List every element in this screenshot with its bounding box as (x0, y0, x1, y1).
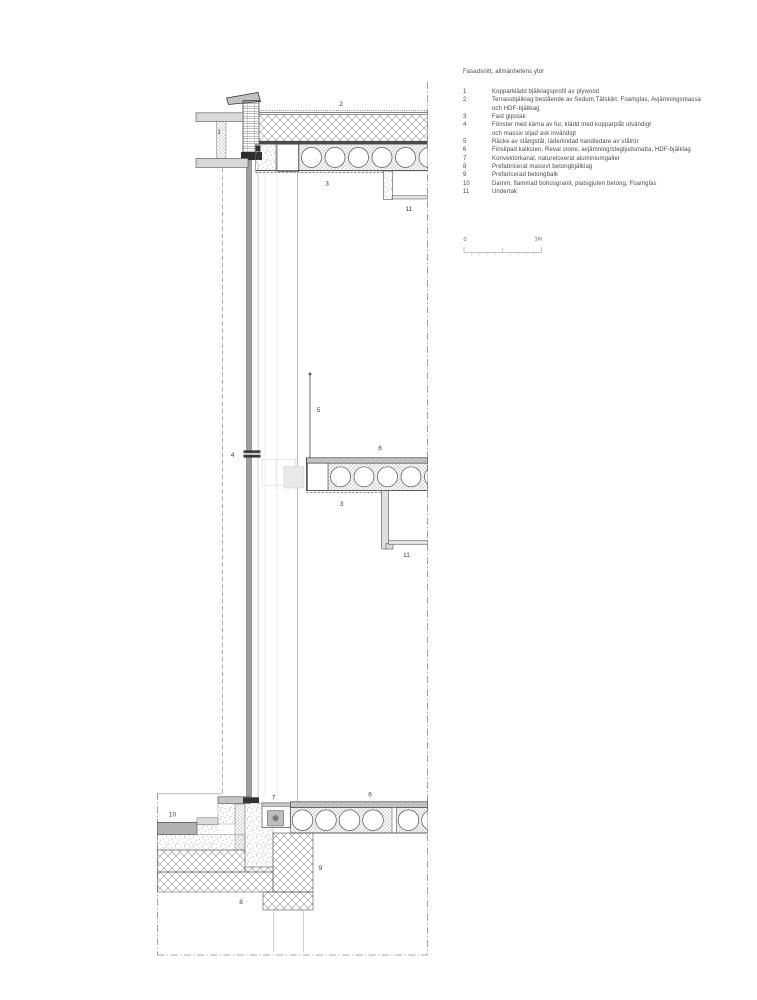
legend-item-number: 3 (463, 114, 467, 121)
legend-item-text: Fönster med kärna av fur, klädd med kopparplåt utvändigt (492, 122, 652, 129)
roof-terrace-assembly (256, 111, 440, 200)
legend-item-text: Prefaricerad betongbalk (492, 172, 559, 179)
callout-label: 6 (378, 445, 382, 452)
legend-item-number: 10 (463, 180, 470, 187)
callout-label: 6 (368, 791, 372, 799)
legend-item-text: Undertak (492, 189, 518, 196)
legend-item (463, 146, 755, 154)
legend-item-number: 8 (463, 164, 467, 171)
legend-item (463, 88, 755, 96)
legend-item-number: 2 (463, 97, 467, 104)
legend-title: Fasadsnitt, allmänhetens ytor (463, 69, 545, 75)
railing-post (309, 373, 312, 458)
legend-item-number: 4 (463, 122, 467, 129)
legend-item-number: 6 (463, 147, 467, 154)
legend-item (463, 171, 755, 179)
legend-item-number (463, 130, 492, 138)
legend-item-number: 5 (463, 139, 467, 146)
legend-item (463, 130, 755, 138)
legend-item-number: 11 (463, 189, 470, 196)
callout-label: 8 (239, 899, 243, 906)
parapet-assembly (196, 93, 262, 168)
legend-item (463, 163, 755, 171)
legend-item (463, 121, 755, 129)
callout-label: 3 (325, 180, 329, 188)
legend-item (463, 138, 755, 146)
callout-label: 7 (271, 794, 276, 802)
legend-item-text: och HDF-bjälklag (492, 105, 540, 112)
callout-label: 10 (168, 811, 177, 819)
legend-item (463, 105, 755, 113)
legend-item-text: Prefabricerat massivt betongbjälklag (492, 164, 593, 171)
callout-label: 9 (318, 865, 323, 872)
scale-bar (464, 237, 543, 256)
convector-unit (262, 803, 291, 828)
legend-item (463, 180, 755, 188)
legend-item (463, 96, 755, 104)
legend-item-number: 1 (463, 89, 467, 95)
scale-zero-label: 0 (463, 237, 467, 243)
legend-item-text: Räcke av stångstål, läderlindad handledare av stålrör (492, 139, 639, 146)
legend-item-text: Kopparklädd bjälklagsprofil av plywood (492, 89, 600, 95)
legend-item-text: Terrassbjälklag bestående av Sedum,Tätskikt, Foamglas, Avjämningsmassa (492, 97, 701, 104)
callout-label: 4 (230, 452, 235, 459)
legend (463, 69, 755, 196)
callout-label: 2 (339, 101, 343, 108)
legend-item-text: och massiv oljad ask invändigt (492, 130, 577, 137)
window-sill (243, 797, 259, 803)
callout-label: 11 (405, 206, 413, 213)
callout-label: 11 (403, 552, 410, 559)
scale-one-meter-label: 1m (534, 236, 543, 243)
legend-item-number (463, 105, 492, 113)
legend-item (463, 188, 755, 196)
callout-label: 1 (217, 129, 221, 136)
middle-floor-assembly (262, 373, 445, 549)
callout-label: 5 (316, 407, 321, 414)
legend-rows (463, 88, 755, 196)
legend-item-number: 9 (463, 172, 467, 179)
legend-item-text: Fast gipstak (492, 114, 526, 121)
legend-item-text: Konvektorkanal, natureloxerat aluminiumgaller (492, 155, 620, 162)
legend-item (463, 113, 755, 121)
mullion-coupler (244, 450, 261, 457)
callout-labels (169, 101, 413, 906)
pond-detail (158, 797, 251, 850)
legend-item-number: 7 (463, 155, 467, 162)
legend-item-text: Damm, flammad bohusgranit, platsgjuten betong, Foamglas (492, 180, 657, 187)
hollow-core-voids-mid (331, 467, 445, 487)
legend-item (463, 155, 755, 163)
ground-floor-assembly (158, 794, 443, 952)
legend-item-text: Finslipad kalksten, Reval stone, avjämning/stegljudsmatta, HDF-bjälklag (492, 147, 691, 154)
callout-label: 3 (339, 501, 344, 508)
